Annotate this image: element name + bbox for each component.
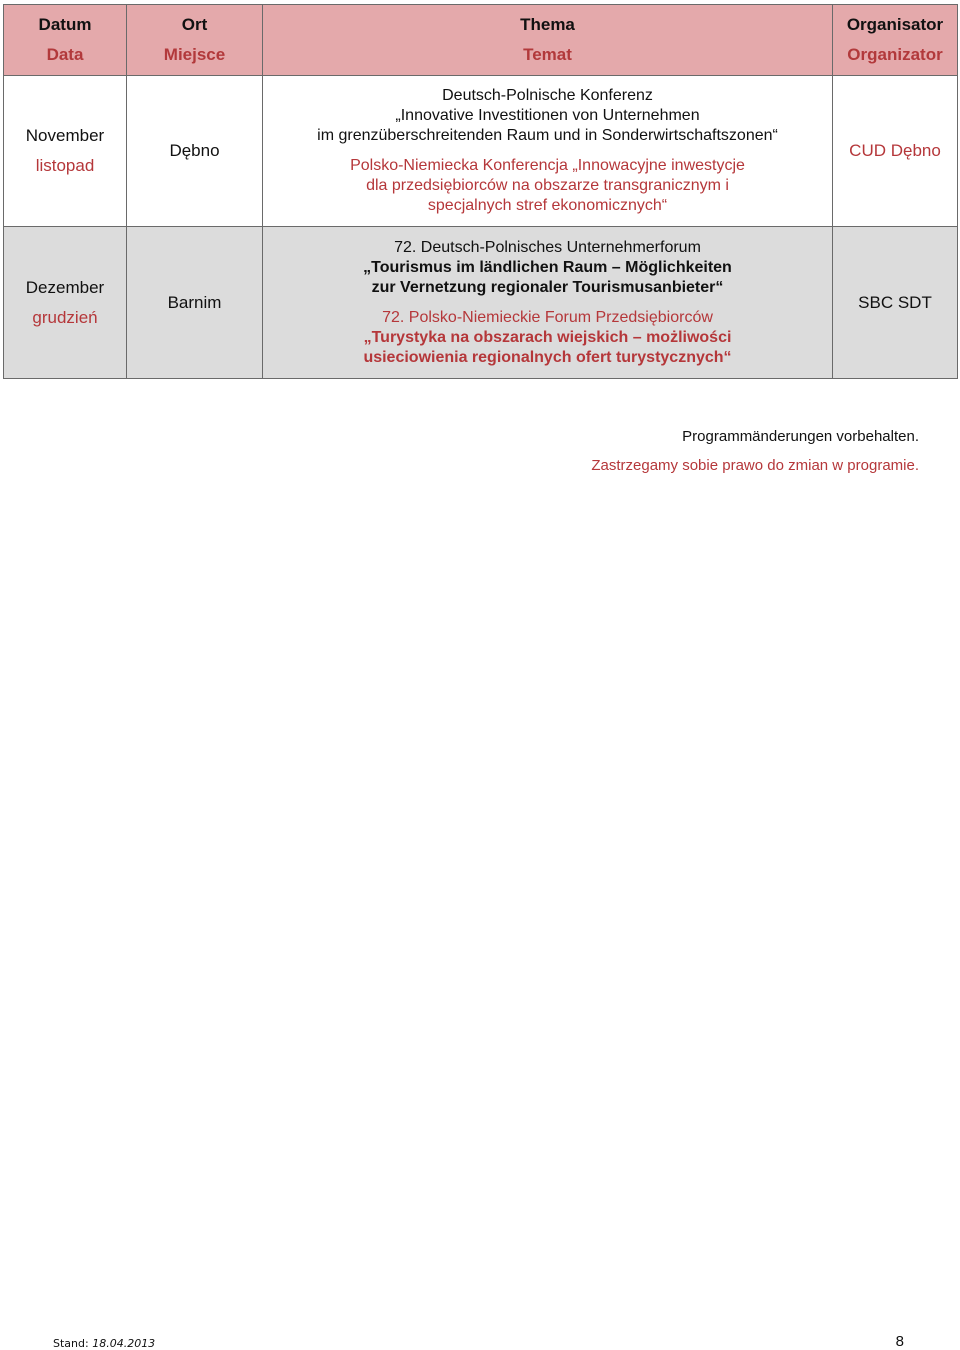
event-date-de: Dezember <box>25 277 105 297</box>
header-organizer-de: Organisator <box>846 15 944 34</box>
page-number: 8 <box>895 1333 904 1350</box>
event-topic-de <box>269 238 826 298</box>
event-topic-cell <box>263 76 833 227</box>
topic-line: „Tourismus im ländlichen Raum – Möglichkeiten <box>363 258 732 276</box>
topic-line: Deutsch-Polnische Konferenz <box>442 87 653 104</box>
topic-line: Polsko-Niemiecka Konferencja „Innowacyjne inwestycje <box>350 157 745 174</box>
event-topic-de <box>269 86 826 146</box>
header-topic-pl: Temat <box>523 45 572 64</box>
header-place-de: Ort <box>181 15 208 34</box>
header-organizer <box>833 5 958 76</box>
note-de: Programmänderungen vorbehalten. <box>682 428 919 445</box>
footer-stand <box>53 1337 155 1350</box>
header-date-pl: Data <box>46 45 84 64</box>
event-topic-pl <box>269 156 826 216</box>
program-notes <box>591 422 919 480</box>
event-topic-pl <box>269 308 826 368</box>
header-place-pl: Miejsce <box>163 45 226 64</box>
header-place <box>127 5 263 76</box>
event-date-cell <box>4 227 127 379</box>
event-place: Barnim <box>127 227 263 379</box>
header-topic <box>263 5 833 76</box>
event-date-pl: listopad <box>35 156 95 175</box>
topic-line: usieciowienia regionalnych ofert turystycznych“ <box>363 348 732 366</box>
event-date-cell <box>4 76 127 227</box>
header-date-de: Datum <box>38 15 92 34</box>
event-topic-cell <box>263 227 833 379</box>
header-topic-de: Thema <box>520 15 575 34</box>
table-header-row <box>4 5 958 76</box>
event-date-de: November <box>25 126 105 145</box>
topic-line: zur Vernetzung regionaler Tourismusanbieter“ <box>371 278 724 296</box>
topic-line: im grenzüberschreitenden Raum und in Sonderwirtschaftszonen“ <box>317 127 778 144</box>
table-row <box>4 76 958 227</box>
header-date <box>4 5 127 76</box>
topic-line: „Innovative Investitionen von Unternehmen <box>395 107 700 124</box>
topic-line: dla przedsiębiorców na obszarze transgranicznym i <box>366 177 729 194</box>
event-organizer: SBC SDT <box>833 227 958 379</box>
note-pl: Zastrzegamy sobie prawo do zmian w programie. <box>591 457 919 474</box>
event-date-pl: grudzień <box>32 307 98 327</box>
event-organizer: CUD Dębno <box>833 76 958 227</box>
topic-line: „Turystyka na obszarach wiejskich – możliwości <box>363 328 732 346</box>
stand-label: Stand: <box>53 1337 89 1350</box>
event-place: Dębno <box>127 76 263 227</box>
topic-line: specjalnych stref ekonomicznych“ <box>427 197 668 214</box>
table-row <box>4 227 958 379</box>
stand-date: 18.04.2013 <box>92 1337 156 1350</box>
header-organizer-pl: Organizator <box>847 45 943 64</box>
topic-line: 72. Deutsch-Polnisches Unternehmerforum <box>394 238 701 256</box>
topic-line: 72. Polsko-Niemieckie Forum Przedsiębiorców <box>382 308 713 326</box>
events-table <box>3 4 958 379</box>
